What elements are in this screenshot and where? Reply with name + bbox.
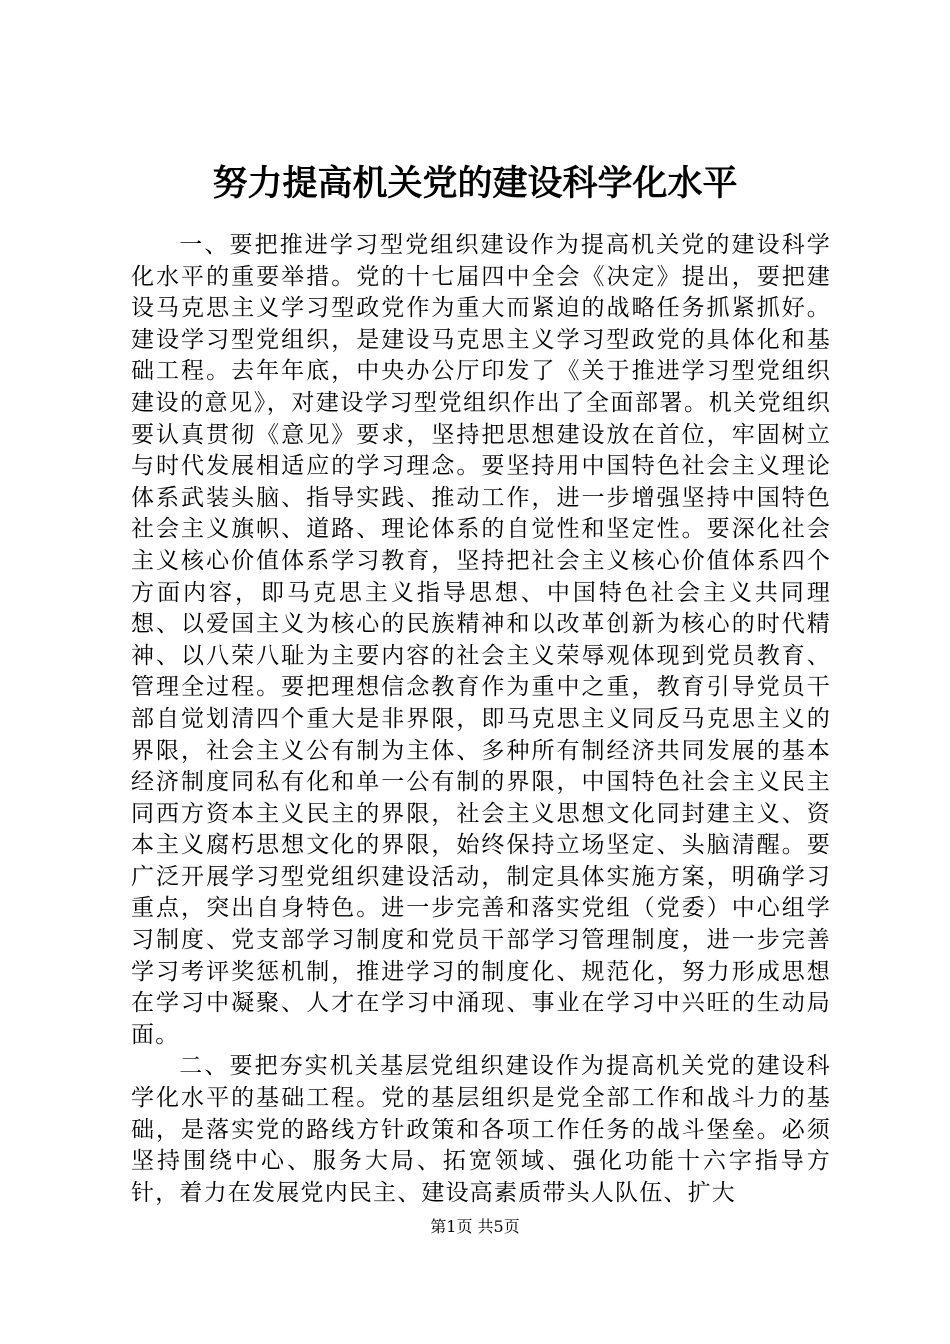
document-title: 努力提高机关党的建设科学化水平: [212, 163, 738, 204]
page-footer: 第1页 共5页: [430, 1217, 520, 1236]
paragraph-1: 一、要把推进学习型党组织建设作为提高机关党的建设科学化水平的重要举措。党的十七届四中全会《决定》提出，要把建设马克思主义学习型政党作为重大而紧迫的战略任务抓紧抓好。建设学习型党组织，是建设马克思主义学习型政党的具体化和基础工程。去年年底，中央办公厅印发了《关于推进学习型党组织建设的意见》，对建设学习型党组织作出了全面部署。机关党组织要认真贯彻《意见》要求，坚持把思想建设放在首位，牢固树立与时代发展相适应的学习理念。要坚持用中国特色社会主义理论体系武装头脑、指导实践、推动工作，进一步增强坚持中国特色社会主义旗帜、道路、理论体系的自觉性和坚定性。要深化社会主义核心价值体系学习教育，坚持把社会主义核心价值体系四个方面内容，即马克思主义指导思想、中国特色社会主义共同理想、以爱国主义为核心的民族精神和以改革创新为核心的时代精神、以八荣八耻为主要内容的社会主义荣辱观体现到党员教育、管理全过程。要把理想信念教育作为重中之重，教育引导党员干部自觉划清四个重大是非界限，即马克思主义同反马克思主义的界限，社会主义公有制为主体、多种所有制经济共同发展的基本经济制度同私有化和单一公有制的界限，中国特色社会主义民主同西方资本主义民主的界限，社会主义思想文化同封建主义、资本主义腐朽思想文化的界限，始终保持立场坚定、头脑清醒。要广泛开展学习型党组织建设活动，制定具体实施方案，明确学习重点，突出自身特色。进一步完善和落实党组（党委）中心组学习制度、党支部学习制度和党员干部学习管理制度，进一步完善学习考评奖惩机制，推进学习的制度化、规范化，努力形成思想在学习中凝聚、人才在学习中涌现、事业在学习中兴旺的生动局面。: [131, 232, 831, 1048]
paragraph-2: 二、要把夯实机关基层党组织建设作为提高机关党的建设科学化水平的基础工程。党的基层组织是党全部工作和战斗力的基础，是落实党的路线方针政策和各项工作任务的战斗堡垒。必须坚持围绕中心、服务大局、拓宽领域、强化功能十六字指导方针，着力在发展党内民主、建设高素质带头人队伍、扩大: [131, 1053, 831, 1206]
document-body: [131, 230, 831, 1209]
